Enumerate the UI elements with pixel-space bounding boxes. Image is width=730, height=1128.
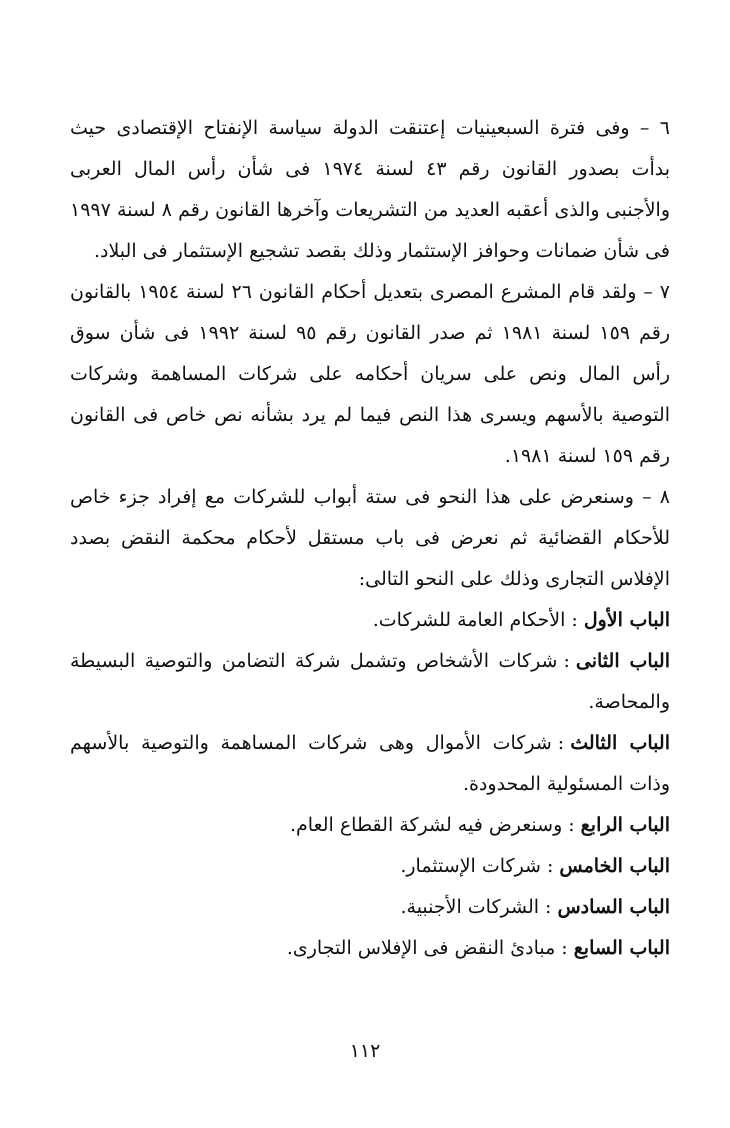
chapter-item-3 <box>70 723 670 805</box>
chapter-separator: : <box>557 732 565 754</box>
chapter-list <box>70 600 670 969</box>
chapter-separator: : <box>568 814 575 836</box>
chapter-text: شركات الأموال وهى شركات المساهمة والتوصية بالأسهم وذات المسئولية المحدودة. <box>70 732 670 795</box>
chapter-item-6 <box>70 887 670 928</box>
chapter-separator: : <box>571 609 578 631</box>
paragraph-7: ٧ – ولقد قام المشرع المصرى بتعديل أحكام القانون ٢٦ لسنة ١٩٥٤ بالقانون رقم ١٥٩ لسنة ١٩٨١ ثم صدر القانون رقم ٩٥ لسنة ١٩٩٢ فى شأن سوق رأس المال ونص على سريان أحكامه على شركات المساهمة وشركات التوصية بالأسهم ويسرى هذا النص فيما لم يرد بشأنه نص خاص فى القانون رقم ١٥٩ لسنة ١٩٨١. <box>70 281 670 467</box>
chapter-label: الباب الخامس <box>559 855 670 877</box>
chapter-item-5 <box>70 846 670 887</box>
chapter-item-1 <box>70 600 670 641</box>
chapter-text: وسنعرض فيه لشركة القطاع العام. <box>289 814 563 836</box>
chapter-label: الباب السابع <box>573 937 670 959</box>
chapter-item-7 <box>70 928 670 969</box>
chapter-label: الباب الرابع <box>580 814 670 836</box>
chapter-item-2 <box>70 641 670 723</box>
chapter-text: مبادئ النقض فى الإفلاس التجارى. <box>286 937 556 959</box>
chapter-label: الباب الثالث <box>570 732 670 754</box>
paragraph-6: ٦ – وفى فترة السبعينيات إعتنقت الدولة سياسة الإنفتاح الإقتصادى حيث بدأت بصدور القانون رقم ٤٣ لسنة ١٩٧٤ فى شأن رأس المال العربى والأجنبى والذى أعقبه العديد من التشريعات وآخرها القانون رقم ٨ لسنة ١٩٩٧ فى شأن ضمانات وحوافز الإستثمار وذلك بقصد تشجيع الإستثمار فى البلاد. <box>70 117 670 262</box>
chapter-text: شركات الإستثمار. <box>400 855 541 877</box>
chapter-separator: : <box>563 650 570 672</box>
chapter-label: الباب السادس <box>557 896 670 918</box>
page-number: ١١٢ <box>349 1040 381 1062</box>
chapter-label: الباب الثانى <box>575 650 671 672</box>
chapter-label: الباب الأول <box>583 609 670 631</box>
chapter-separator: : <box>545 896 552 918</box>
chapter-text: الأحكام العامة للشركات. <box>372 609 566 631</box>
chapter-text: شركات الأشخاص وتشمل شركة التضامن والتوصية البسيطة والمحاصة. <box>70 650 670 713</box>
chapter-text: الشركات الأجنبية. <box>400 896 540 918</box>
paragraph-8: ٨ – وسنعرض على هذا النحو فى ستة أبواب للشركات مع إفراد جزء خاص للأحكام القضائية ثم نعرض فى باب مستقل لأحكام محكمة النقض بصدد الإفلاس التجارى وذلك على النحو التالى: <box>70 486 670 590</box>
chapter-item-4 <box>70 805 670 846</box>
chapter-separator: : <box>546 855 554 877</box>
page-body <box>70 108 670 969</box>
chapter-separator: : <box>561 937 568 959</box>
